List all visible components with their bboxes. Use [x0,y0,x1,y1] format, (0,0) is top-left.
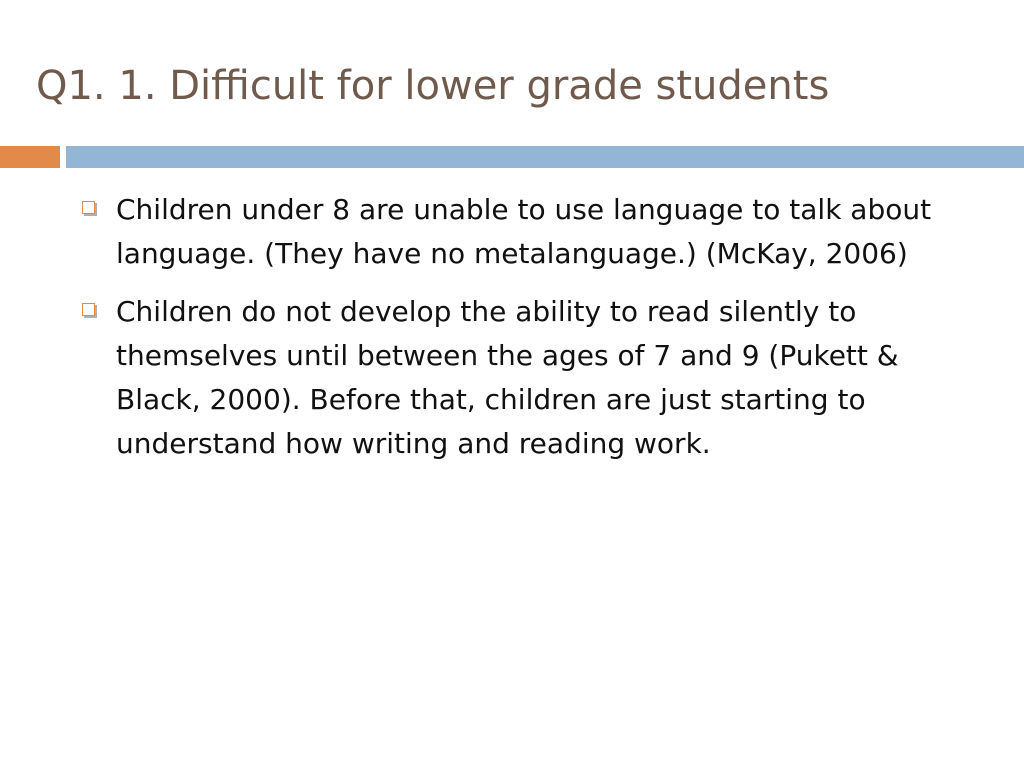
checkbox-square-bullet-icon [82,303,95,316]
title-divider-bar [66,146,1024,168]
checkbox-square-bullet-icon [82,201,95,214]
bullet-item [80,290,980,466]
bullet-item [80,188,980,276]
bullet-text: Children under 8 are unable to use language to talk about language. (They have no metalanguage.) (McKay, 2006) [116,193,932,270]
bullet-list [80,188,980,480]
slide-title: Q1. 1. Difficult for lower grade students [36,63,830,109]
bullet-text: Children do not develop the ability to read silently to themselves until between the ages of 7 and 9 (Pukett & Black, 2000). Before that, children are just starting to understand how writing and reading work. [116,295,899,460]
title-divider-accent [0,146,60,168]
